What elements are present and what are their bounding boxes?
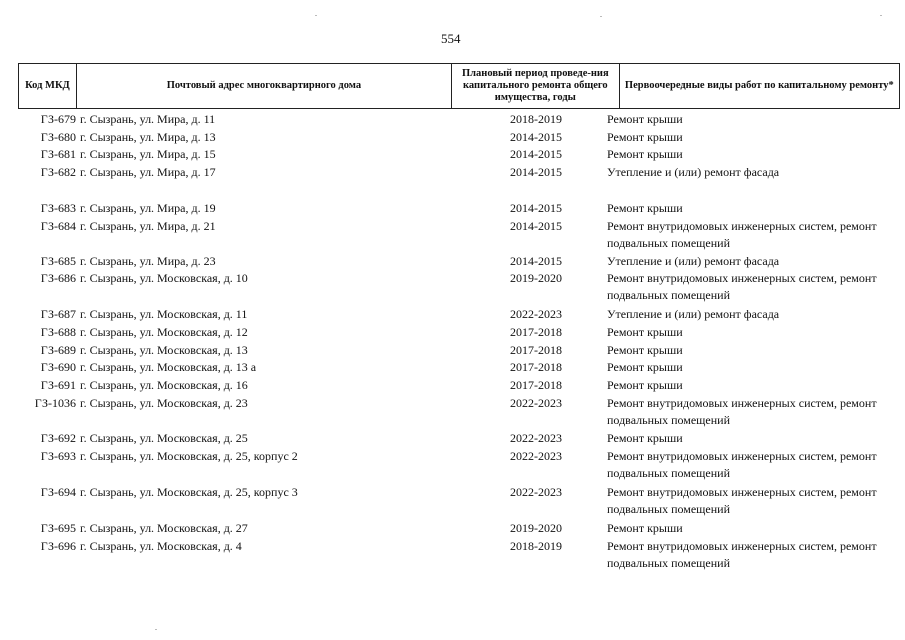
header-works: Первоочередные виды работ по капитальному ремонту* <box>624 80 894 91</box>
row-works: Ремонт внутридомовых инженерных систем, ремонт подвальных помещений <box>607 485 877 516</box>
row-period: 2022-2023 <box>510 485 562 499</box>
row-period: 2014-2015 <box>510 165 562 179</box>
row-address: г. Сызрань, ул. Московская, д. 12 <box>80 325 248 339</box>
row-period: 2014-2015 <box>510 254 562 268</box>
row-period: 2014-2015 <box>510 147 562 161</box>
row-address: г. Сызрань, ул. Московская, д. 25 <box>80 431 248 445</box>
row-code: ГЗ-692 <box>40 431 76 445</box>
row-works: Ремонт крыши <box>607 130 683 144</box>
row-works: Ремонт крыши <box>607 147 683 161</box>
row-period: 2017-2018 <box>510 360 562 374</box>
row-works: Ремонт крыши <box>607 378 683 392</box>
row-address: г. Сызрань, ул. Московская, д. 13 <box>80 343 248 357</box>
header-address: Почтовый адрес многоквартирного дома <box>77 64 452 108</box>
row-works: Ремонт внутридомовых инженерных систем, ремонт подвальных помещений <box>607 396 877 427</box>
row-code: ГЗ-694 <box>40 485 76 499</box>
row-code: ГЗ-693 <box>40 449 76 463</box>
row-period: 2019-2020 <box>510 271 562 285</box>
row-period: 2022-2023 <box>510 307 562 321</box>
row-works: Ремонт крыши <box>607 112 683 126</box>
row-period: 2017-2018 <box>510 325 562 339</box>
row-period: 2014-2015 <box>510 219 562 233</box>
header-period: Плановый период проведе-ния капитального ремонта общего имущества, годы <box>452 64 620 108</box>
row-code: ГЗ-689 <box>40 343 76 357</box>
row-address: г. Сызрань, ул. Московская, д. 10 <box>80 271 248 285</box>
row-code: ГЗ-691 <box>40 378 76 392</box>
row-works: Утепление и (или) ремонт фасада <box>607 254 780 268</box>
page-number: 554 <box>441 31 461 46</box>
row-works: Ремонт внутридомовых инженерных систем, ремонт подвальных помещений <box>607 219 877 250</box>
row-code: ГЗ-685 <box>40 254 76 268</box>
row-works: Ремонт крыши <box>607 201 683 215</box>
table-header <box>18 63 900 109</box>
scan-artifact <box>880 15 882 16</box>
header-code: Код МКД <box>19 64 77 108</box>
row-period: 2018-2019 <box>510 539 562 553</box>
row-period: 2022-2023 <box>510 449 562 463</box>
row-code: ГЗ-680 <box>40 130 76 144</box>
row-period: 2014-2015 <box>510 201 562 215</box>
row-address: г. Сызрань, ул. Московская, д. 25, корпус 2 <box>80 449 298 463</box>
row-works: Утепление и (или) ремонт фасада <box>607 307 780 321</box>
row-period: 2014-2015 <box>510 130 562 144</box>
scan-artifact <box>315 15 317 16</box>
row-works: Ремонт крыши <box>607 343 683 357</box>
row-period: 2022-2023 <box>510 431 562 445</box>
row-address: г. Сызрань, ул. Мира, д. 23 <box>80 254 216 268</box>
row-code: ГЗ-688 <box>40 325 76 339</box>
row-code: ГЗ-679 <box>40 112 76 126</box>
row-works: Ремонт внутридомовых инженерных систем, ремонт подвальных помещений <box>607 539 877 570</box>
row-code: ГЗ-695 <box>40 521 76 535</box>
row-works: Ремонт крыши <box>607 431 683 445</box>
row-works: Ремонт крыши <box>607 521 683 535</box>
row-address: г. Сызрань, ул. Московская, д. 11 <box>80 307 248 321</box>
row-works: Утепление и (или) ремонт фасада <box>607 165 780 179</box>
scan-artifact <box>600 16 602 17</box>
row-address: г. Сызрань, ул. Московская, д. 4 <box>80 539 242 553</box>
row-address: г. Сызрань, ул. Московская, д. 23 <box>80 396 248 410</box>
row-period: 2017-2018 <box>510 343 562 357</box>
scan-artifact <box>155 629 157 630</box>
row-address: г. Сызрань, ул. Мира, д. 11 <box>80 112 216 126</box>
row-works: Ремонт крыши <box>607 325 683 339</box>
row-address: г. Сызрань, ул. Московская, д. 16 <box>80 378 248 392</box>
row-period: 2019-2020 <box>510 521 562 535</box>
row-address: г. Сызрань, ул. Московская, д. 13 а <box>80 360 257 374</box>
row-code: ГЗ-696 <box>40 539 76 553</box>
row-works: Ремонт внутридомовых инженерных систем, ремонт подвальных помещений <box>607 271 877 302</box>
row-address: г. Сызрань, ул. Мира, д. 17 <box>80 165 216 179</box>
row-period: 2017-2018 <box>510 378 562 392</box>
row-address: г. Сызрань, ул. Мира, д. 13 <box>80 130 216 144</box>
row-address: г. Сызрань, ул. Московская, д. 25, корпус 3 <box>80 485 298 499</box>
row-code: ГЗ-684 <box>40 219 76 233</box>
row-code: ГЗ-681 <box>40 147 76 161</box>
row-code: ГЗ-683 <box>40 201 76 215</box>
row-code: ГЗ-686 <box>40 271 76 285</box>
row-code: ГЗ-690 <box>40 360 76 374</box>
row-address: г. Сызрань, ул. Московская, д. 27 <box>80 521 248 535</box>
row-address: г. Сызрань, ул. Мира, д. 15 <box>80 147 216 161</box>
row-code: ГЗ-687 <box>40 307 76 321</box>
row-code: ГЗ-682 <box>40 165 76 179</box>
row-address: г. Сызрань, ул. Мира, д. 19 <box>80 201 216 215</box>
row-works: Ремонт крыши <box>607 360 683 374</box>
row-works: Ремонт внутридомовых инженерных систем, ремонт подвальных помещений <box>607 449 877 480</box>
row-address: г. Сызрань, ул. Мира, д. 21 <box>80 219 216 233</box>
row-code: ГЗ-1036 <box>34 396 76 410</box>
row-period: 2018-2019 <box>510 112 562 126</box>
row-period: 2022-2023 <box>510 396 562 410</box>
